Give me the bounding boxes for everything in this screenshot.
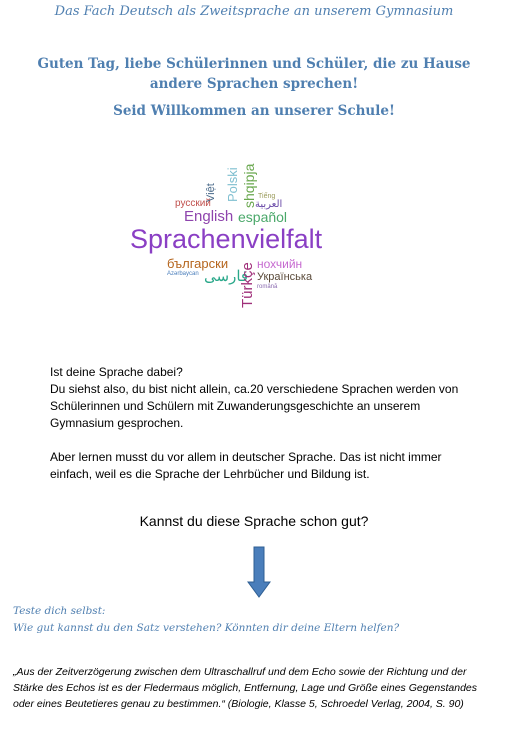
cloud-word-farsi: فارسی — [204, 268, 249, 285]
page-header: Das Fach Deutsch als Zweitsprache an unserem Gymnasium — [54, 4, 454, 19]
self-test-heading: Teste dich selbst: — [13, 605, 106, 617]
intro-text — [50, 364, 470, 500]
cloud-word-ukrainian: Українська — [257, 271, 313, 283]
cloud-word-azerbaycan: Azərbaycan — [167, 271, 199, 277]
cloud-word-turkce: Türkçe — [239, 262, 256, 308]
cloud-word-viet: Việt — [205, 183, 217, 202]
greeting-heading: Guten Tag, liebe Schülerinnen und Schüler, die zu Hause andere Sprachen sprechen! — [37, 56, 471, 92]
cloud-word-tieng: Tiếng — [258, 193, 276, 200]
down-arrow-icon — [247, 546, 271, 598]
cloud-word-english: English — [184, 208, 234, 225]
self-test-prompt — [13, 603, 493, 637]
welcome-heading: Seid Willkommen an unserer Schule! — [113, 103, 395, 119]
self-test-question: Wie gut kannst du den Satz verstehen? Könnten dir deine Eltern helfen? — [13, 622, 400, 634]
cloud-word-bulgarian: български — [167, 256, 229, 271]
cloud-word-chechen: нохчийн — [257, 257, 303, 271]
cloud-word-arabic: العربية — [255, 199, 283, 210]
intro-paragraph-1 — [50, 364, 470, 432]
intro-paragraph-2: Aber lernen musst du vor allem in deutscher Sprache. Das ist nicht immer einfach, weil es die Sprache der Lehrbücher und Bildung ist. — [50, 450, 442, 481]
down-arrow-shape — [248, 547, 270, 597]
cloud-word-polski: Polski — [225, 167, 240, 202]
cloud-word-shqipja: shqipja — [241, 163, 257, 208]
cloud-word-russian: русский — [175, 198, 211, 209]
intro-question: Ist deine Sprache dabei? — [50, 365, 183, 379]
question-text: Kannst du diese Sprache schon gut? — [139, 513, 369, 529]
cloud-word-romana: română — [257, 284, 278, 290]
language-word-cloud — [120, 150, 370, 310]
example-quote: „Aus der Zeitverzögerung zwischen dem Ultraschallruf und dem Echo sowie der Richtung und der Stärke des Echos ist es der Fledermaus möglich, Entfernung, Lage und Größe eines Gegenstandes oder eines Beutetieres genau zu bestimmen.“ (Biologie, Klasse 5, Schroedel Verlag, 2004, S. 90) — [13, 666, 478, 710]
cloud-word-sprachenvielfalt: Sprachenvielfalt — [130, 224, 323, 254]
intro-explanation: Du siehst also, du bist nicht allein, ca.20 verschiedene Sprachen werden von Schülerinnen und Schülern mit Zuwanderungsgeschichte an unserem Gymnasium gesprochen. — [50, 382, 459, 430]
cloud-word-espanol: español — [238, 209, 288, 225]
